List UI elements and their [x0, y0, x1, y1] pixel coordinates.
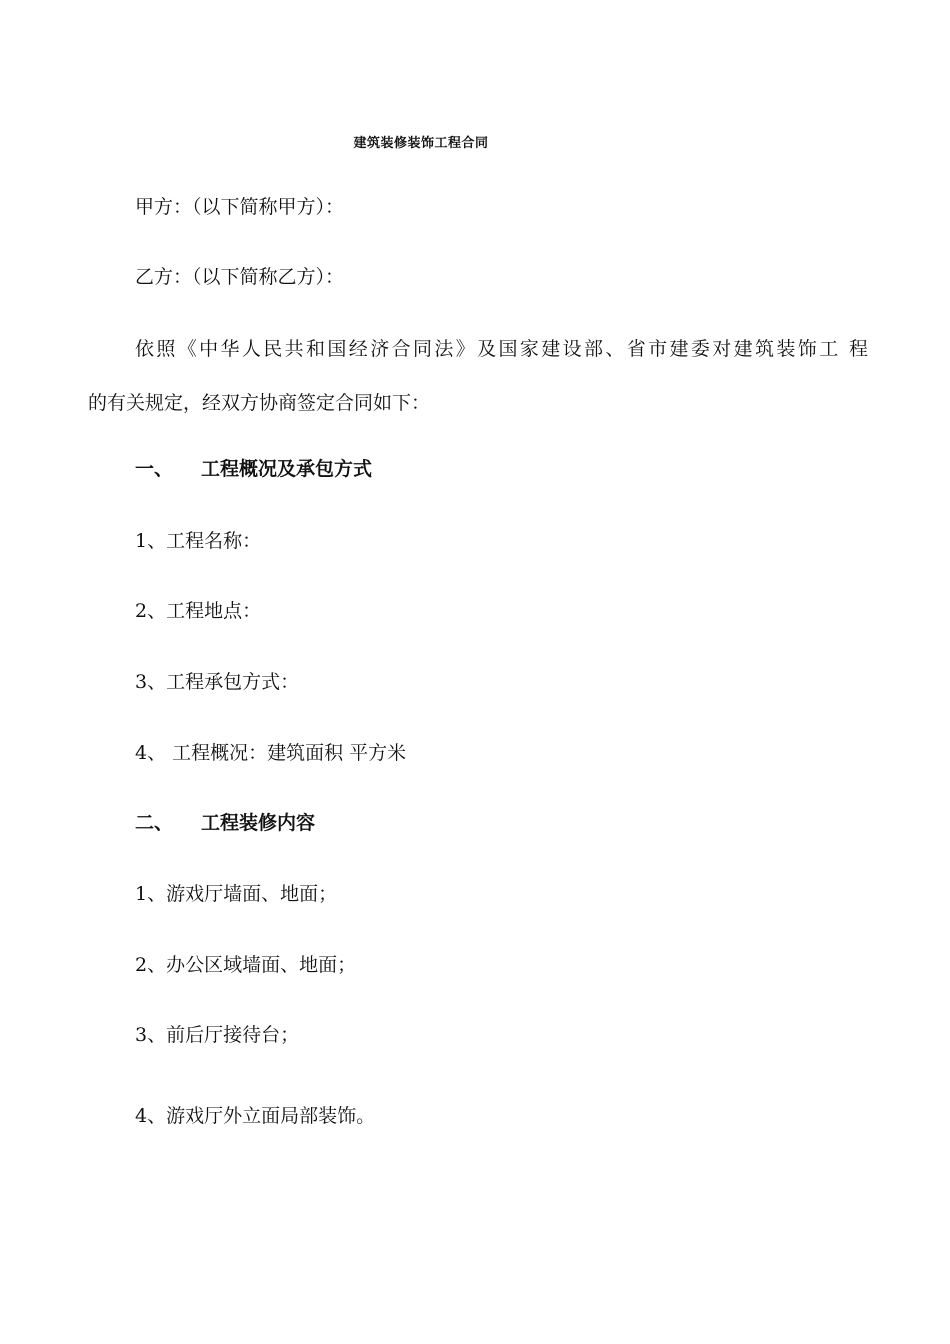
party-b-line: 乙方：（以下简称乙方）：	[135, 266, 345, 288]
intro-line-1: 依照《中华人民共和国经济合同法》及国家建设部、省市建委对建筑装饰工 程	[135, 338, 868, 360]
section-2-item: 4、游戏厅外立面局部装饰。	[135, 1105, 376, 1127]
party-a-line: 甲方：（以下简称甲方）：	[135, 196, 345, 218]
section-2-item: 3、前后厅接待台；	[135, 1024, 300, 1046]
intro-line-2: 的有关规定，经双方协商签定合同如下：	[88, 392, 431, 414]
section-1-heading	[135, 456, 372, 482]
section-1-item: 2、工程地点：	[135, 600, 262, 622]
section-2-item: 1、游戏厅墙面、地面；	[135, 883, 338, 905]
section-2-item: 2、办公区域墙面、地面；	[135, 954, 357, 976]
section-1-title: 工程概况及承包方式	[201, 458, 373, 480]
section-1-item: 1、工程名称：	[135, 530, 262, 552]
section-1-item: 4、 工程概况：建筑面积 平方米	[135, 742, 407, 764]
intro-paragraph	[88, 336, 868, 416]
section-2-number: 二、	[135, 812, 174, 834]
section-1-item: 3、工程承包方式：	[135, 671, 300, 693]
section-2-title: 工程装修内容	[201, 812, 316, 834]
section-1-number: 一、	[135, 458, 174, 480]
section-2-heading	[135, 810, 315, 836]
document-title: 建筑装修装饰工程合同	[353, 136, 489, 151]
